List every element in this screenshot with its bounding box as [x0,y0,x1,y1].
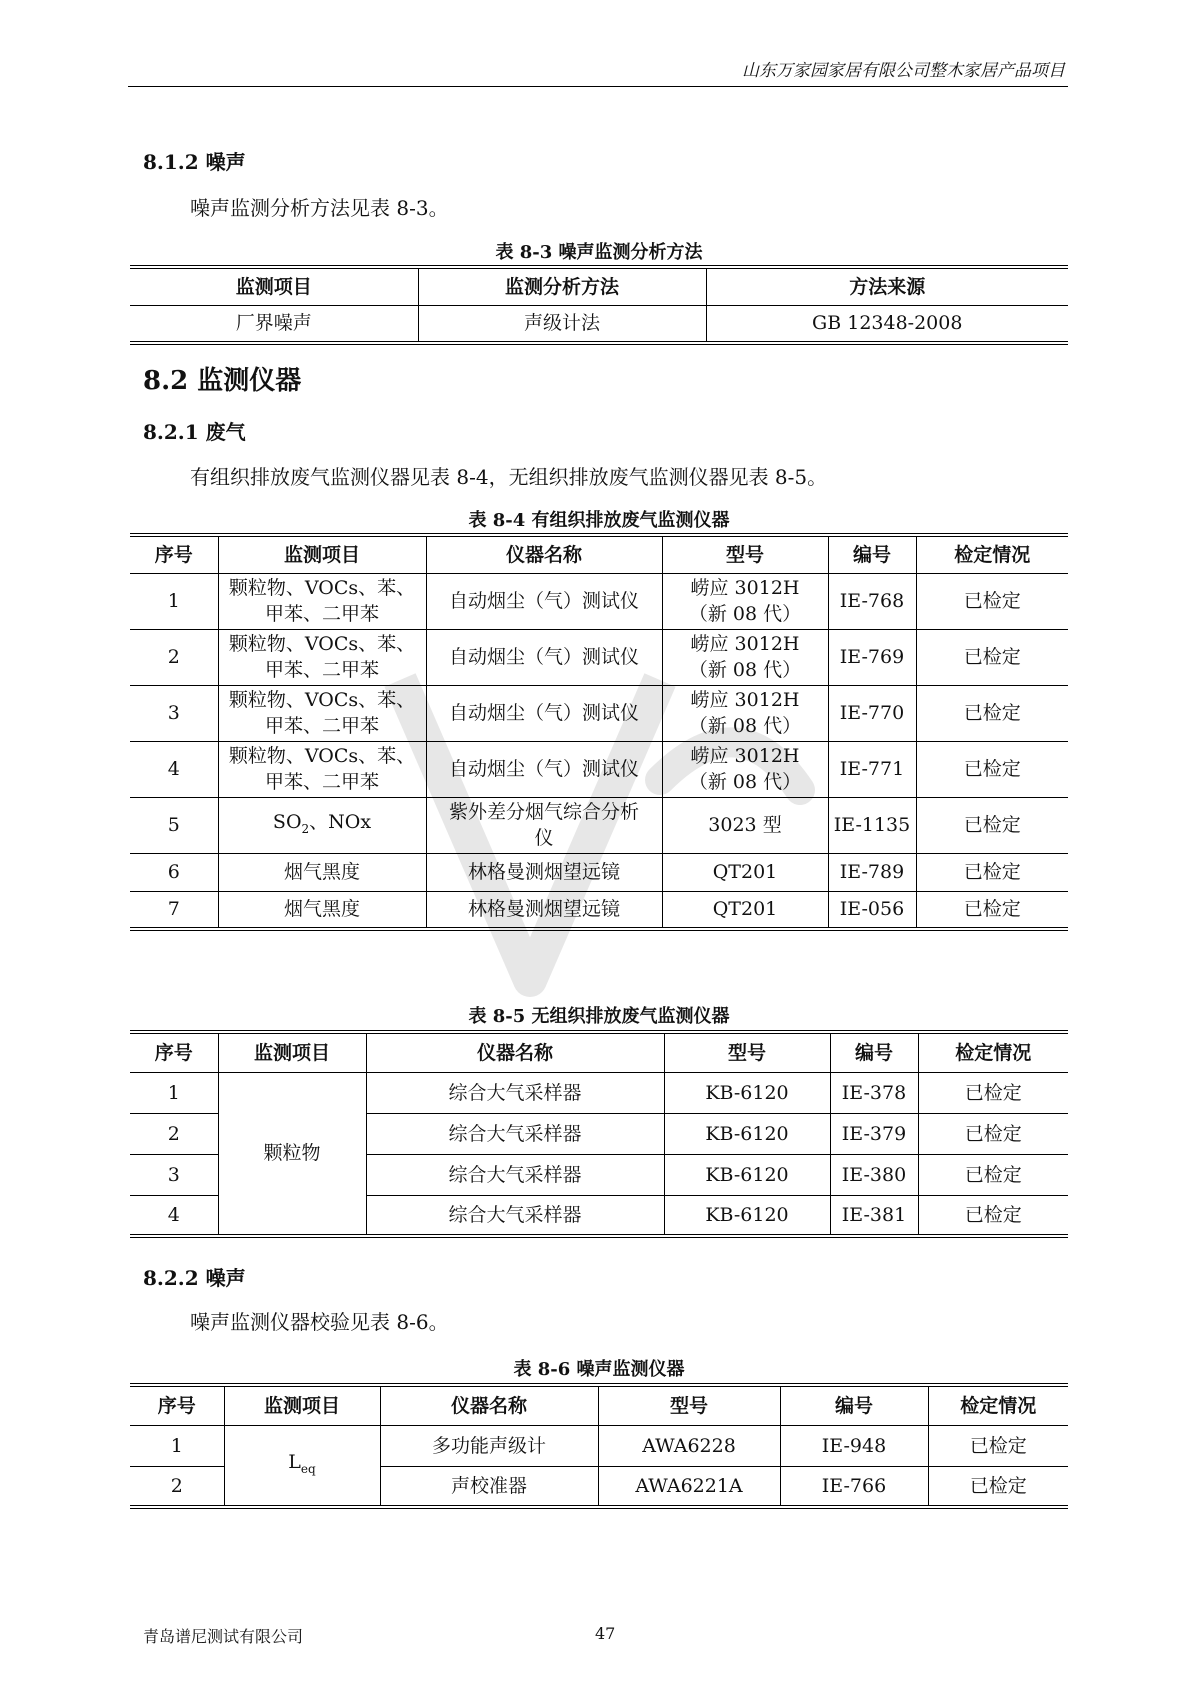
table-row [130,1425,1068,1466]
header-cell: 检定情况 [918,1032,1068,1072]
table-cell: 自动烟尘（气）测试仪 [426,573,662,629]
section-heading-8-2: 8.2 监测仪器 [143,366,302,396]
table-cell: KB-6120 [664,1154,830,1195]
table-cell: 综合大气采样器 [366,1072,664,1113]
table-cell [218,573,426,629]
table-cell: KB-6120 [664,1195,830,1236]
table-cell: 3023 型 [662,797,828,853]
table-row [130,853,1068,891]
header-cell: 型号 [662,535,828,573]
header-cell: 编号 [830,1032,918,1072]
table-cell: 已检定 [918,1195,1068,1236]
table-cell: IE-948 [780,1425,928,1466]
merged-item-cell [224,1425,380,1507]
table-cell: 自动烟尘（气）测试仪 [426,685,662,741]
header-cell: 编号 [828,535,916,573]
table-cell: QT201 [662,891,828,929]
header-cell: 编号 [780,1385,928,1425]
header-cell: 序号 [154,543,193,566]
cell-line: 颗粒物、VOCs、苯、 [228,745,416,767]
cell-line: 紫外差分烟气综合分析 [448,801,639,823]
subscript: eq [300,1461,316,1476]
header-rule [128,86,1068,87]
paragraph-8-2-2: 噪声监测仪器校验见表 8-6。 [190,1310,449,1334]
table-8-6 [130,1383,1068,1509]
table-row [130,1072,1068,1113]
table-cell: IE-1135 [828,797,916,853]
table-cell: 已检定 [916,741,1068,797]
cell-text: SO [272,810,302,833]
table-cell: IE-768 [828,573,916,629]
table-cell: 4 [130,1195,218,1236]
table-caption-8-4: 表 8-4 有组织排放废气监测仪器 [468,510,730,531]
header-cell: 监测项目 [218,535,426,573]
table-cell: 5 [130,797,218,853]
header-cell: 仪器名称 [366,1032,664,1072]
table-cell: 已检定 [918,1113,1068,1154]
header-cell: 监测分析方法 [418,267,706,305]
cell-line: 颗粒物、VOCs、苯、 [228,577,416,599]
table-cell: 7 [130,891,218,929]
table-cell: 厂界噪声 [130,305,418,343]
header-cell: 方法来源 [706,267,1068,305]
table-cell [662,573,828,629]
header-cell: 仪器名称 [380,1385,598,1425]
table-cell: 2 [130,629,218,685]
table-cell: AWA6221A [598,1466,780,1507]
table-row [130,573,1068,629]
cell-line: （新 08 代） [688,603,802,625]
cell-line: 甲苯、二甲苯 [264,715,379,737]
table-cell: 6 [130,853,218,891]
table-cell: 烟气黑度 [218,853,426,891]
table-cell: 已检定 [916,797,1068,853]
table-cell: 2 [130,1466,224,1507]
table-cell: 烟气黑度 [218,891,426,929]
table-cell: 已检定 [928,1425,1068,1466]
cell-line: （新 08 代） [688,771,802,793]
table-cell: QT201 [662,853,828,891]
table-row [130,797,1068,853]
table-cell: 1 [130,1425,224,1466]
section-heading-8-1-2: 8.1.2 噪声 [143,150,246,174]
table-cell [218,685,426,741]
section-heading-8-2-2: 8.2.2 噪声 [143,1266,246,1290]
header-cell: 序号 [154,1041,193,1064]
table-cell [218,741,426,797]
footer-company: 青岛谱尼测试有限公司 [143,1627,304,1646]
header-cell: 监测项目 [224,1385,380,1425]
table-cell: 1 [130,1072,218,1113]
table-cell: 声级计法 [418,305,706,343]
table-cell: AWA6228 [598,1425,780,1466]
table-row [130,685,1068,741]
table-cell: IE-381 [830,1195,918,1236]
table-caption-8-3: 表 8-3 噪声监测分析方法 [495,242,703,263]
header-cell: 检定情况 [916,535,1068,573]
table-row [130,891,1068,929]
cell-line: 仪 [534,827,554,849]
table-cell: 已检定 [916,685,1068,741]
table-cell [218,797,426,853]
table-cell: 综合大气采样器 [366,1154,664,1195]
table-cell: 2 [130,1113,218,1154]
table-cell: 1 [130,573,218,629]
cell-line: 崂应 3012H [690,745,800,767]
table-cell: 林格曼测烟望远镜 [426,853,662,891]
subscript: 2 [301,821,310,836]
cell-line: 崂应 3012H [690,689,800,711]
table-cell: 3 [130,1154,218,1195]
cell-line: 甲苯、二甲苯 [264,771,379,793]
cell-line: 颗粒物、VOCs、苯、 [228,633,416,655]
table-8-3 [130,265,1068,345]
table-cell: IE-380 [830,1154,918,1195]
table-cell: 已检定 [916,853,1068,891]
table-cell: 综合大气采样器 [366,1195,664,1236]
cell-text: 、NOx [309,810,372,833]
table-cell: 已检定 [928,1466,1068,1507]
table-caption-8-5: 表 8-5 无组织排放废气监测仪器 [468,1006,730,1027]
cell-text: L [288,1450,301,1473]
table-cell: 已检定 [916,891,1068,929]
table-cell: KB-6120 [664,1072,830,1113]
header-cell: 监测项目 [235,275,312,298]
table-cell: 3 [130,685,218,741]
table-cell: KB-6120 [664,1113,830,1154]
cell-line: 颗粒物、VOCs、苯、 [228,689,416,711]
table-cell [662,629,828,685]
table-cell: 已检定 [916,629,1068,685]
cell-line: 甲苯、二甲苯 [264,603,379,625]
table-cell: IE-770 [828,685,916,741]
header-cell: 型号 [598,1385,780,1425]
header-cell: 监测项目 [218,1032,366,1072]
page-number: 47 [595,1624,616,1643]
header-cell: 仪器名称 [426,535,662,573]
table-cell: 自动烟尘（气）测试仪 [426,741,662,797]
table-cell: 已检定 [916,573,1068,629]
table-cell: GB 12348-2008 [706,305,1068,343]
merged-item-cell: 颗粒物 [218,1072,366,1236]
cell-line: 崂应 3012H [690,577,800,599]
paragraph-8-2-1: 有组织排放废气监测仪器见表 8-4，无组织排放废气监测仪器见表 8-5。 [190,465,828,489]
table-cell [218,629,426,685]
table-cell: IE-056 [828,891,916,929]
table-cell: 综合大气采样器 [366,1113,664,1154]
table-cell: IE-789 [828,853,916,891]
table-cell: IE-771 [828,741,916,797]
table-cell [662,685,828,741]
table-cell: IE-379 [830,1113,918,1154]
table-cell: 林格曼测烟望远镜 [426,891,662,929]
table-cell: 4 [130,741,218,797]
table-8-4 [130,533,1068,931]
cell-line: 崂应 3012H [690,633,800,655]
table-row [130,305,1068,343]
section-heading-8-2-1: 8.2.1 废气 [143,420,246,444]
header-cell: 检定情况 [928,1385,1068,1425]
table-cell: IE-378 [830,1072,918,1113]
table-cell: 多功能声级计 [380,1425,598,1466]
table-row [130,629,1068,685]
cell-line: （新 08 代） [688,715,802,737]
table-caption-8-6: 表 8-6 噪声监测仪器 [513,1359,685,1380]
table-cell: 已检定 [918,1072,1068,1113]
table-row [130,741,1068,797]
paragraph-8-1-2: 噪声监测分析方法见表 8-3。 [190,196,449,220]
header-cell: 型号 [664,1032,830,1072]
cell-line: 甲苯、二甲苯 [264,659,379,681]
table-cell: IE-766 [780,1466,928,1507]
table-cell: 已检定 [918,1154,1068,1195]
header-title: 山东万家园家居有限公司整木家居产品项目 [742,61,1065,81]
table-cell [426,797,662,853]
header-cell: 序号 [157,1394,196,1417]
table-8-5 [130,1030,1068,1238]
table-cell [662,741,828,797]
table-cell: 自动烟尘（气）测试仪 [426,629,662,685]
table-cell: IE-769 [828,629,916,685]
cell-line: （新 08 代） [688,659,802,681]
table-cell: 声校准器 [380,1466,598,1507]
